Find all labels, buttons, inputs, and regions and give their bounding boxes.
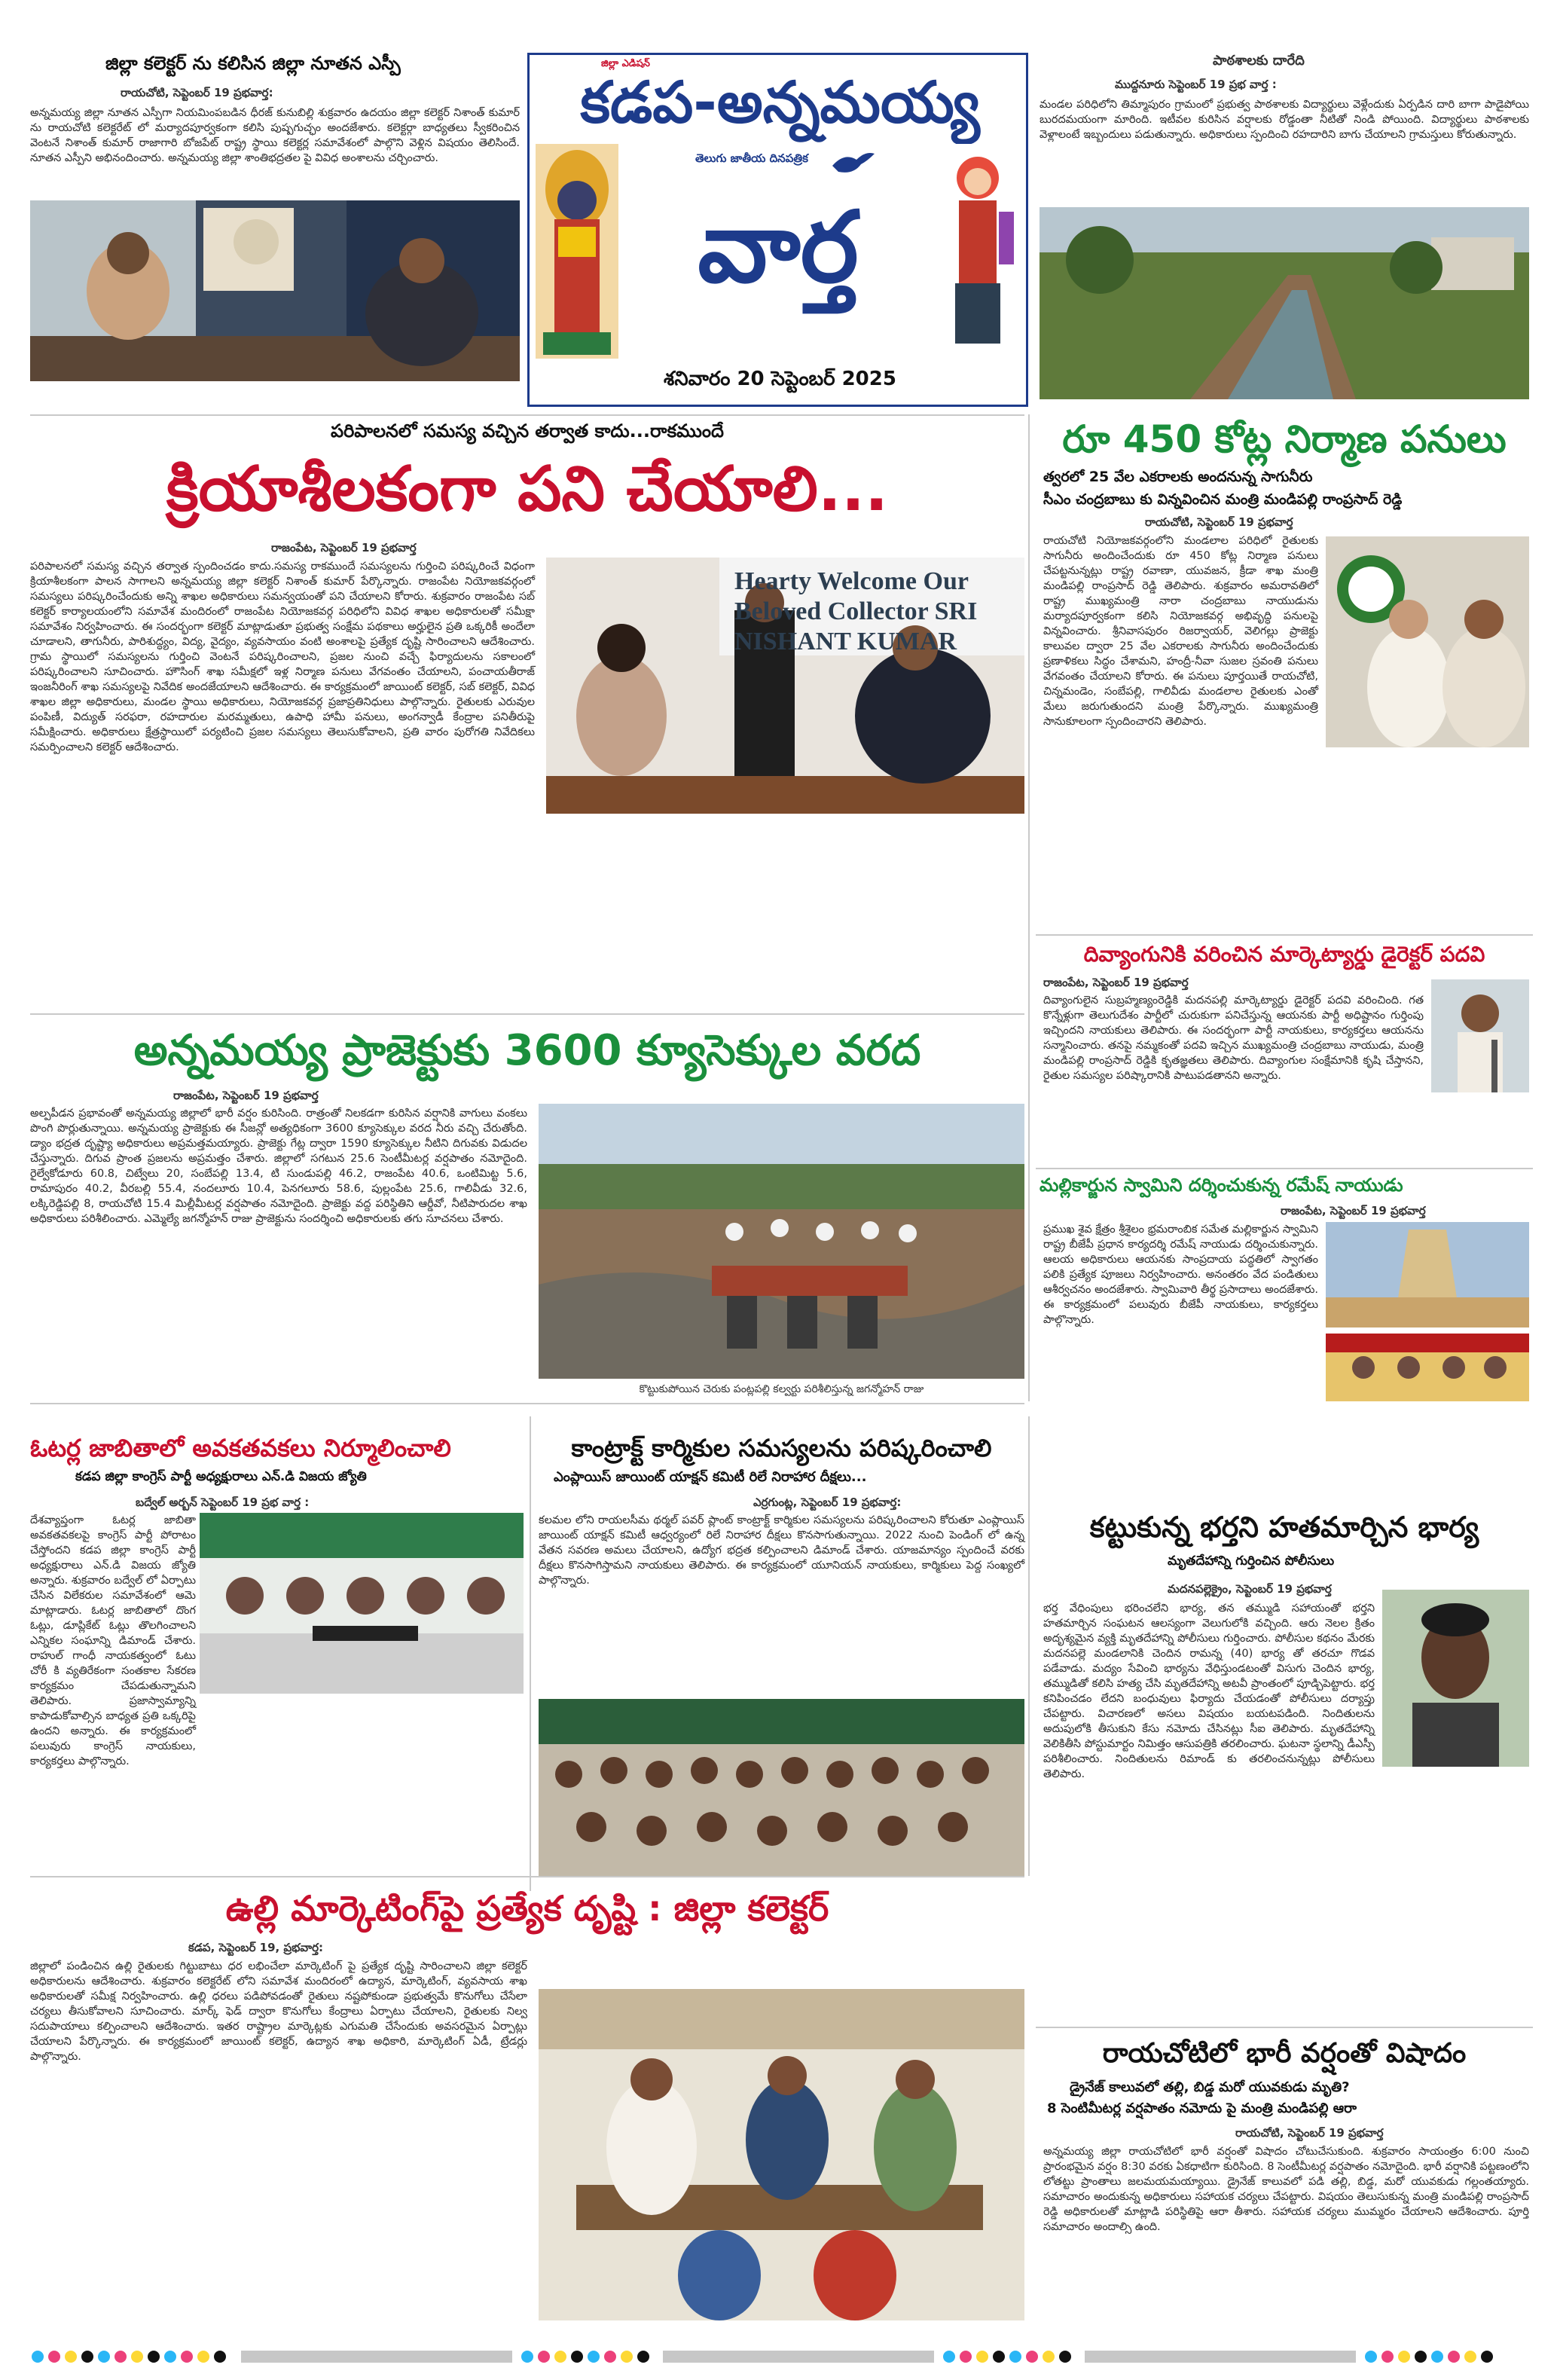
rain-headline: రాయచోటిలో భారీ వర్షంతో విషాదం (1102, 2038, 1467, 2069)
divider-works-bottom (1036, 934, 1533, 936)
market-director-headline: దివ్యాంగునికి వరించిన మార్కెట్యార్డు డైరెక్టర్ పదవి (1083, 942, 1485, 967)
market-director-dateline: రాజంపేట, సెప్టెంబర్ 19 ప్రభవార్త (1043, 976, 1189, 989)
voter-body-continued (30, 1704, 527, 1874)
voter-photo (200, 1513, 524, 1694)
dove-icon (831, 149, 876, 179)
voter-sub: కడప జిల్లా కాంగ్రెస్ పార్టీ అధ్యక్షురాలు ఎన్.డి విజయ జ్యోతి (75, 1469, 367, 1484)
temple-visit-photo (1326, 1334, 1529, 1401)
divider-murder-left (1028, 1416, 1030, 1876)
works-photo-cm (1326, 536, 1529, 747)
print-registration-strip (30, 2349, 1529, 2364)
rain-dateline: రాయచోటి, సెప్టెంబర్ 19 ప్రభవార్త (1235, 2126, 1384, 2140)
edition-label: జిల్లా ఎడిషన్ (601, 58, 650, 69)
rain-body: అన్నమయ్య జిల్లా రాయచోటిలో భారీ వర్షంతో విషాదం చోటుచేసుకుంది. శుక్రవారం సాయంత్రం 6:00 నుంచి ప్రారంభమైన వర్షం 8:30 వరకు ఏకధాటిగా కురిసింది. 8 సెంటీమీటర్ల వర్షపాతం నమోదైంది. భారీ వర్షానికి పట్టణంలోని లోతట్టు ప్రాంతాలు జలమయమయ్యాయి. డ్రైనేజ్ కాలువలో పడి తల్లి, బిడ్డ, మరో యువకుడు గల్లంతయ్యారు. సమాచారం అందుకున్న అధికారులు సహాయక చర్యలు చేపట్టారు. విషయం తెలుసుకున్న మంత్రి మండిపల్లి రాంప్రసాద్ రెడ్డి అధికారులతో మాట్లాడి పరిస్థితిపై ఆరా తీశారు. సహాయక చర్యలు ముమ్మరం చేయాలని ఆదేశించారు. పూర్తి సమాచారం అందాల్సి ఉంది. (1043, 2146, 1529, 2233)
divider-onion-top (30, 1876, 1024, 1877)
main-kicker: పరిపాలనలో సమస్య వచ్చిన తర్వాత కాదు...రాకముందే (331, 420, 724, 441)
divider-market-bottom (1036, 1168, 1533, 1169)
market-director-body: దివ్యాంగులైన సుబ్రహ్మణ్యంరెడ్డికి మదనపల్లి మార్కెట్యార్డు డైరెక్టర్ పదవి వరించింది. గత కొన్నేళ్లుగా తెలుగుదేశం పార్టీలో చురుకుగా పనిచేస్తున్న ఆయనకు పార్టీ అధిష్టానం గుర్తింపు ఇచ్చిందని నాయకులు తెలిపారు. ఈ సందర్భంగా పార్టీ నాయకులు, కార్యకర్తలు ఆయనను సన్మానించారు. తనపై నమ్మకంతో పదవి ఇచ్చిన ముఖ్యమంత్రి చంద్రబాబు నాయుడు, మంత్రి మండిపల్లి రాంప్రసాద్ రెడ్డికి కృతజ్ఞతలు తెలిపారు. దివ్యాంగుల సంక్షేమానికి కృషి చేస్తానని, రైతుల సమస్యల పరిష్కారానికి పాటుపడతానని అన్నారు. (1043, 994, 1424, 1082)
school-road-dateline: ముద్దనూరు సెప్టెంబర్ 19 ప్రభ వార్త : (1115, 78, 1277, 91)
onion-photo (539, 1989, 1024, 2320)
divider-right-col (1028, 414, 1030, 1401)
main-photo-banner: Hearty Welcome Our Beloved Collector SRI NISHANT KUMAR (734, 567, 978, 655)
murder-victim-photo (1382, 1590, 1529, 1767)
school-road-kicker: పాఠశాలకు దారేది (1213, 53, 1305, 69)
masthead-date: శనివారం 20 సెప్టెంబర్ 2025 (664, 368, 896, 390)
onion-headline: ఉల్లి మార్కెటింగ్‌పై ప్రత్యేక దృష్టి : జిల్లా కలెక్టర్ (225, 1888, 829, 1929)
divider-rain-top (1036, 2027, 1533, 2028)
sp-meet-photo (30, 200, 520, 381)
works-sub2: సీఎం చంద్రబాబు కు విన్నవించిన మంత్రి మండిపల్లి రాంప్రసాద్ రెడ్డి (1043, 491, 1403, 508)
contract-body: కలమల లోని రాయలసీమ థర్మల్ పవర్ ప్లాంట్ కాంట్రాక్ట్ కార్మికుల సమస్యలను పరిష్కరించాలని కోరుతూ ఎంప్లాయిస్ జాయింట్ యాక్షన్ కమిటీ ఆధ్వర్యంలో రిలే నిరాహార దీక్షలు కొనసాగుతున్నాయి. 2022 నుంచి పెండింగ్ లో ఉన్న వేతన సవరణ అమలు చేయాలని, ఉద్యోగ భద్రత కల్పించాలని డిమాండ్ చేశారు. యాజమాన్యం స్పందించే వరకు దీక్షలు కొనసాగిస్తామని నాయకులు తెలిపారు. ఈ కార్యక్రమంలో యూనియన్ నాయకులు, కార్మికులు పెద్ద సంఖ్యలో పాల్గొన్నారు. (539, 1514, 1024, 1587)
sp-meet-article (30, 53, 520, 399)
contract-dateline: ఎర్రగుంట్ల, సెప్టెంబర్ 19 ప్రభవార్త: (753, 1496, 902, 1509)
works-body: రాయచోటి నియోజకవర్గంలోని మండలాల పరిధిలో రైతులకు సాగునీరు అందించేందుకు రూ 450 కోట్ల నిర్మాణ పనులు చేపట్టనున్నట్లు రాష్ట్ర రవాణా, యువజన, క్రీడా శాఖ మంత్రి మండిపల్లి రాంప్రసాద్ రెడ్డి తెలిపారు. శుక్రవారం అమరావతిలో రాష్ట్ర ముఖ్యమంత్రి నారా చంద్రబాబు నాయుడును మర్యాదపూర్వకంగా కలిసి నియోజకవర్గ అభివృద్ధి పనులపై విన్నవించారు. శ్రీనివాసపురం రిజర్వాయర్, వెలిగల్లు ప్రాజెక్టు కాలువల ద్వారా 25 వేల ఎకరాలకు సాగునీరు అందించేందుకు ప్రణాళికలు సిద్ధం చేశామని, హంద్రీ-నీవా సుజల స్రవంతి పనులు వేగవంతం చేయాలని కోరారు. ఈ పనులు పూర్తయితే రాయచోటి, చిన్నమండెం, సంబేపల్లి, గాలివీడు మండలాల రైతులకు ఎంతో మేలు జరుగుతుందని మంత్రి పేర్కొన్నారు. ముఖ్యమంత్రి సానుకూలంగా స్పందించారని తెలిపారు. (1043, 535, 1318, 728)
murder-dateline: మదనపల్లెక్రైం, సెప్టెంబర్ 19 ప్రభవార్త (1168, 1582, 1332, 1596)
divider-main-top (30, 414, 1024, 416)
school-road-body: మండల పరిధిలోని తిమ్మాపురం గ్రామంలో ప్రభుత్వ పాఠశాలకు విద్యార్థులు వెళ్లేందుకు ఏర్పడిన దారి బాగా పాడైపోయి బురదమయంగా మారింది. ఇటీవల కురిసిన వర్షాలకు రోడ్డంతా నీటితో నిండి పోయింది. విద్యార్థులు పాఠశాలకు వెళ్లాలంటే ఇబ్బందులు పడుతున్నారు. అధికారులు స్పందించి రహదారిని బాగు చేయాలని గ్రామస్తులు కోరుతున్నారు. (1040, 99, 1529, 141)
office-meeting-image (30, 200, 520, 381)
main-body: పరిపాలనలో సమస్య వచ్చిన తర్వాత స్పందించడం కాదు.సమస్య రాకముందే సమస్యలను గుర్తించి పరిష్కరించే విధంగా క్రియాశీలకంగా పాలన సాగాలని అన్నమయ్య జిల్లా కలెక్టర్ నిశాంత్ కుమార్ పేర్కొన్నారు. రాజంపేట నియోజకవర్గంలో సమస్యలు పరిష్కరించేందుకు అన్ని శాఖల అధికారులు సమన్వయంతో పని చేయాలని కోరారు. శుక్రవారం రాజంపేట సబ్ కలెక్టర్ కార్యాలయంలోని సమావేశ మందిరంలో రాజంపేట నియోజకవర్గ పరిధిలోని వివిధ శాఖల అధికారులతో సమీక్షా సమావేశం నిర్వహించారు. ఈ సందర్భంగా కలెక్టర్ మాట్లాడుతూ ప్రభుత్వ సంక్షేమ పథకాలు అర్హులైన ప్రతి ఒక్కరికీ అందేలా చూడాలని, తాగునీరు, పారిశుద్ధ్యం, విద్య, వైద్యం, వ్యవసాయం వంటి అంశాలపై ప్రత్యేక దృష్టి సారించాలని ఆదేశించారు. గ్రామ స్థాయిలో సమస్యలను గుర్తించి వెంటనే పరిష్కరించాలని, ప్రజల నుంచి వచ్చే ఫిర్యాదులను సకాలంలో పరిష్కరించాలని సూచించారు. హౌసింగ్ శాఖ సమీక్షలో ఇళ్ల నిర్మాణ పనులు వేగవంతం చేయాలని, పంచాయతీరాజ్ ఇంజనీరింగ్ శాఖ సమస్యలపై నివేదిక అందజేయాలని ఆదేశించారు. ఈ కార్యక్రమంలో జాయింట్ కలెక్టర్, సబ్ కలెక్టర్, వివిధ శాఖల జిల్లా అధికారులు, మండల స్థాయి అధికారులు, నియోజకవర్గ ప్రజాప్రతినిధులు పాల్గొన్నారు. రైతులకు ఎరువుల పంపిణీ, విద్యుత్ సరఫరా, రహదారుల మరమ్మతులు, ఉపాధి హామీ పనులు, అంగన్వాడీ కేంద్రాల పనితీరుపై సమీక్షించారు. అధికారులు క్షేత్రస్థాయిలో పర్యటించి ప్రజల సమస్యలు తెలుసుకోవాలని, ప్రతి వారం పురోగతి నివేదికలు సమర్పించాలని కలెక్టర్ ఆదేశించారు. (30, 561, 535, 753)
murder-headline: కట్టుకున్న భర్తని హతమార్చిన భార్య (1089, 1511, 1479, 1544)
masthead (527, 53, 1028, 407)
mallikarjuna-headline: మల్లికార్జున స్వామిని దర్శించుకున్న రమేష్ నాయుడు (1040, 1175, 1403, 1196)
works-sub1: త్వరలో 25 వేల ఎకరాలకు అందనున్న సాగునీరు (1043, 469, 1313, 485)
voter-body: దేశవ్యాప్తంగా ఓటర్ల జాబితా అవకతవకలపై కాంగ్రెస్ పార్టీ పోరాటం చేస్తోందని కడప జిల్లా కాంగ్రెస్ పార్టీ అధ్యక్షురాలు ఎన్.డి విజయ జ్యోతి అన్నారు. శుక్రవారం బద్వేల్ లో ఏర్పాటు చేసిన విలేకరుల సమావేశంలో ఆమె మాట్లాడారు. ఓటర్ల జాబితాలో దొంగ ఓట్లు, డూప్లికేట్ ఓట్లు తొలగించాలని ఎన్నికల సంఘాన్ని డిమాండ్ చేశారు. రాహుల్ గాంధీ నాయకత్వంలో ఓటు చోరీ కి వ్యతిరేకంగా సంతకాల సేకరణ కార్యక్రమం చేపడుతున్నామని తెలిపారు. ప్రజాస్వామ్యాన్ని కాపాడుకోవాల్సిన బాధ్యత ప్రతి ఒక్కరిపై ఉందని అన్నారు. ఈ కార్యక్రమంలో పలువురు కాంగ్రెస్ నాయకులు, కార్యకర్తలు పాల్గొన్నారు. (30, 1514, 196, 1767)
voter-headline: ఓటర్ల జాబితాలో అవకతవకలు నిర్మూలించాలి (30, 1434, 451, 1462)
murder-body: భర్త వేధింపులు భరించలేని భార్య, తన తమ్ముడి సహాయంతో భర్తని హతమార్చిన సంఘటన ఆలస్యంగా వెలుగులోకి వచ్చింది. ఆరు నెలల క్రితం అదృశ్యమైన వ్యక్తి మృతదేహాన్ని పోలీసులు గుర్తించారు. పోలీసుల కథనం మేరకు మదనపల్లె మండలానికి చెందిన రామన్న (40) భార్య తో తరచూ గొడవ పడేవాడు. మద్యం సేవించి భార్యను వేధిస్తుండటంతో విసుగు చెందిన భార్య, తమ్ముడితో కలిసి హత్య చేసి మృతదేహాన్ని అటవీ ప్రాంతంలో పూడ్చిపెట్టారు. భర్త కనిపించడం లేదని బంధువులు ఫిర్యాదు చేయడంతో పోలీసులు దర్యాప్తు చేపట్టారు. విచారణలో అసలు విషయం బయటపడింది. నిందితులను అదుపులోకి తీసుకుని కేసు నమోదు చేసినట్లు సీఐ తెలిపారు. మృతదేహాన్ని వెలికితీసి పోస్టుమార్టం నిమిత్తం ఆసుపత్రికి తరలించారు. ఘటనా స్థలాన్ని డీఎస్పీ పరిశీలించారు. నిందితులను రిమాండ్ కు తరలించనున్నట్లు పోలీసులు తెలిపారు. (1043, 1602, 1375, 1780)
mallikarjuna-dateline: రాజంపేట, సెప్టెంబర్ 19 ప్రభవార్త (1281, 1204, 1426, 1217)
rain-sub1: డ్రైనేజ్ కాలువలో తల్లి, బిడ్డ మరో యువకుడు మృతి? (1070, 2079, 1350, 2095)
voter-dateline: బద్వేల్ అర్బన్ సెప్టెంబర్ 19 ప్రభ వార్త : (136, 1496, 310, 1509)
project-body: అల్పపీడన ప్రభావంతో అన్నమయ్య జిల్లాలో భారీ వర్షం కురిసింది. రాత్రంతో నిలకడగా కురిసిన వర్షానికి వాగులు వంకలు పొంగి పొర్లుతున్నాయి. అన్నమయ్య ప్రాజెక్టుకు ఈ సీజన్లో అత్యధికంగా 3600 క్యూసెక్కుల వరద నీరు వచ్చి చేరుతోంది. డ్యాం భద్రత దృష్ట్యా అధికారులు అప్రమత్తమయ్యారు. ప్రాజెక్టు గేట్ల ద్వారా 1590 క్యూసెక్కుల నీటిని దిగువకు విడుదల చేస్తున్నారు. దిగువ ప్రాంత ప్రజలను అప్రమత్తం చేశారు. జిల్లాలో సగటున 25.6 సెంటీమీటర్ల వర్షపాతం నమోదైంది. రైల్వేకోడూరు 60.8, చిట్వేలు 20, సంబేపల్లి 13.4, టి సుండుపల్లి 46.2, రాజంపేట 40.6, ఒంటిమిట్ట 5.6, రామాపురం 40.2, వీరబల్లి 55.4, నందలూరు 10.4, పెనగలూరు 58.6, పుల్లంపేట 25.6, గాలివీడు 32.6, లక్కిరెడ్డిపల్లి 8, రాయచోటి 15.4 మిల్లీమీటర్ల వర్షపాతం నమోదైంది. ప్రాజెక్టు వద్ద పరిస్థితిని ఆర్డీవో, నీటిపారుదల శాఖ అధికారులు పరిశీలించారు. ఎమ్మెల్యే జగన్మోహన్ రాజు ప్రాజెక్టును సందర్శించి అధికారులకు తగు సూచనలు చేశారు. (30, 1108, 527, 1225)
main-headline: క్రియాశీలకంగా పని చేయాలి... (166, 454, 889, 525)
paper-tagline: తెలుగు జాతీయ దినపత్రిక (695, 151, 808, 165)
school-road-article (1040, 53, 1529, 399)
divider-project-top (30, 1013, 1024, 1015)
contract-headline: కాంట్రాక్ట్ కార్మికుల సమస్యలను పరిష్కరించాలి (571, 1434, 992, 1462)
contract-photo (539, 1699, 1024, 1876)
onion-dateline: కడప, సెప్టెంబర్ 19, ప్రభవార్త: (188, 1941, 324, 1954)
project-dateline: రాజంపేట, సెప్టెంబర్ 19 ప్రభవార్త (173, 1089, 319, 1102)
murder-sub: మృతదేహాన్ని గుర్తించిన పోలీసులు (1168, 1554, 1335, 1569)
works-headline: రూ 450 కోట్ల నిర్మాణ పనులు (1062, 417, 1507, 461)
divider-contract-left (530, 1416, 531, 1891)
mallikarjuna-body: ప్రముఖ శైవ క్షేత్రం శ్రీశైలం భ్రమరాంబిక సమేత మల్లికార్జున స్వామిని రాష్ట్ర బీజేపీ ప్రధాన కార్యదర్శి రమేష్ నాయుడు దర్శించుకున్నారు. ఆలయ అధికారులు ఆయనకు సాంప్రదాయ పద్ధతిలో స్వాగతం పలికి ప్రత్యేక పూజలు నిర్వహించారు. అనంతరం వేద పండితులు ఆశీర్వచనం అందజేశారు. స్వామివారి తీర్థ ప్రసాదాలు అందజేశారు. ఈ కార్యక్రమంలో పలువురు బీజేపీ నాయకులు, కార్యకర్తలు పాల్గొన్నారు. (1043, 1224, 1318, 1326)
deity-image-left (536, 144, 618, 359)
project-photo-caption: కొట్టుకుపోయిన చెరుకు పంట్లపల్లి కల్వర్టు పరిశీలిస్తున్న జగన్మోహన్ రాజు (639, 1383, 924, 1395)
main-photo (546, 558, 1024, 814)
divider-project-bottom (30, 1403, 1024, 1404)
project-headline: అన్నమయ్య ప్రాజెక్టుకు 3600 క్యూసెక్కుల వరద (133, 1026, 921, 1075)
sp-meet-dateline: రాయచోటి, సెప్టెంబర్ 19 ప్రభవార్త: (121, 86, 273, 99)
market-director-photo (1431, 979, 1529, 1092)
masthead-title: కడప-అన్నమయ్య (580, 69, 980, 136)
project-photo (539, 1104, 1024, 1379)
school-road-photo (1040, 207, 1529, 399)
temple-photo (1326, 1222, 1529, 1327)
sp-meet-body: అన్నమయ్య జిల్లా నూతన ఎస్పీగా నియమింపబడిన ధీరజ్ కునుబిల్లి శుక్రవారం ఉదయం జిల్లా కలెక్టర్ నిశాంత్ కుమార్ ను రాయచోటి కలెక్టరేట్ లో మర్యాదపూర్వకంగా కలిసి పుష్పగుచ్ఛం అందజేశారు. కలెక్టర్గా బాధ్యతలు స్వీకరించిన వెంటనే నిశాంత్ కుమార్ రాజాగారి బోజపేట్ రాష్ట్ర స్థాయి కలెక్టర్ల సమావేశంలో పాల్గొని వెళ్లిన విషయం తెలిసిందే. నూతన ఎస్పీని అభినందించారు. అన్నమయ్య జిల్లా శాంతిభద్రతల పై వివిధ అంశాలను చర్చించారు. (30, 107, 520, 164)
works-dateline: రాయచోటి, సెప్టెంబర్ 19 ప్రభవార్త (1145, 515, 1293, 529)
deity-image-right (933, 144, 1023, 359)
contract-sub: ఎంప్లాయిస్ జాయింట్ యాక్షన్ కమిటీ రిలే నిరాహార దీక్షలు... (554, 1469, 867, 1485)
rain-sub2: 8 సెంటిమీటర్ల వర్షపాతం నమోదు పై మంత్రి మండిపల్లి ఆరా (1047, 2100, 1357, 2116)
onion-body: జిల్లాలో పండించిన ఉల్లి రైతులకు గిట్టుబాటు ధర లభించేలా మార్కెటింగ్ పై ప్రత్యేక దృష్టి సారించాలని జిల్లా కలెక్టర్ అధికారులను ఆదేశించారు. శుక్రవారం కలెక్టరేట్ లోని సమావేశ మందిరంలో ఉద్యాన, మార్కెటింగ్, వ్యవసాయ శాఖ అధికారులతో సమీక్ష నిర్వహించారు. ఉల్లి ధరలు పడిపోవడంతో రైతులు నష్టపోకుండా ప్రభుత్వమే కొనుగోలు చేసేలా చర్యలు తీసుకోవాలని సూచించారు. మార్క్ ఫెడ్ ద్వారా కొనుగోలు కేంద్రాలు ఏర్పాటు చేయాలని, రైతులకు నిల్వ సదుపాయాలు కల్పించాలని ఆదేశించారు. ఇతర రాష్ట్రాల మార్కెట్లకు ఎగుమతి చేసేందుకు అవసరమైన ఏర్పాట్లు చేయాలని పేర్కొన్నారు. ఈ కార్యక్రమంలో జాయింట్ కలెక్టర్, ఉద్యాన శాఖ అధికారి, మార్కెటింగ్ ఏడీ, ట్రేడర్లు పాల్గొన్నారు. (30, 1960, 527, 2063)
paper-name: వార్త (698, 190, 859, 304)
main-dateline: రాజంపేట, సెప్టెంబర్ 19 ప్రభవార్త (271, 541, 417, 555)
sp-meet-headline: జిల్లా కలెక్టర్ ను కలిసిన జిల్లా నూతన ఎస్పీ (105, 53, 401, 74)
